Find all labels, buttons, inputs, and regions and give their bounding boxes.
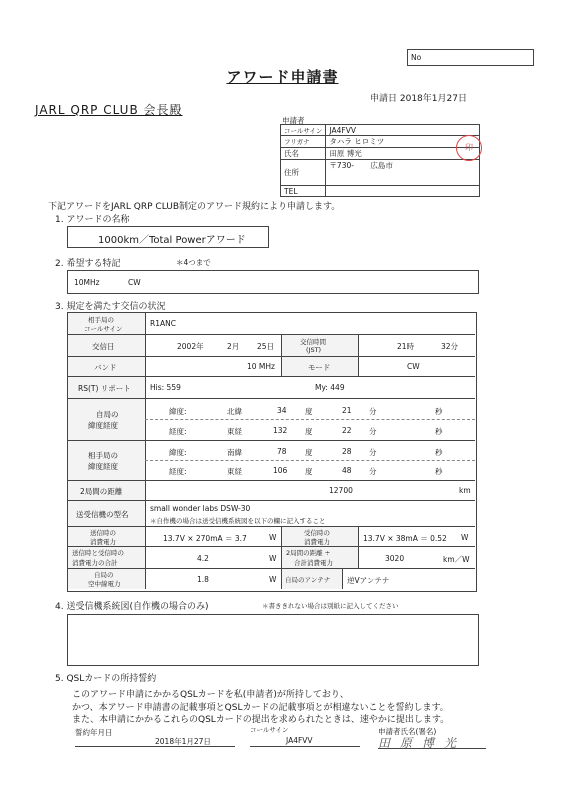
deg-unit: 度	[305, 467, 313, 476]
tx-power-label-2: 消費電力	[90, 538, 116, 546]
seal-stamp	[456, 135, 482, 161]
qso-minute: 32分	[441, 342, 459, 351]
address-postal: 〒730-	[329, 161, 354, 170]
partner-callsign: R1ANC	[150, 319, 176, 328]
own-pos-label-2: 緯度経度	[88, 421, 118, 430]
tel-value	[326, 186, 480, 197]
section3-heading: 3. 規定を満たす交信の状況	[55, 302, 166, 312]
own-pos-label-cell	[68, 399, 146, 440]
applicant-name: 田原 博光	[326, 148, 480, 160]
addressee: JARL QRP CLUB 会長殿	[35, 103, 183, 117]
address-city: 広島市	[370, 161, 393, 170]
partner-pos-label-cell	[68, 441, 146, 480]
award-name-box	[67, 226, 269, 248]
antenna-power: 1.8	[197, 575, 209, 584]
min-unit: 分	[369, 467, 377, 476]
section1-heading: 1. アワードの名称	[55, 215, 130, 225]
pledge-callsign-line	[250, 746, 360, 747]
number-label: No	[411, 53, 422, 62]
own-lat-deg: 34	[277, 406, 287, 415]
date-label: 交信日	[92, 342, 115, 351]
antenna-power-label-cell	[68, 569, 146, 589]
antenna-value: 逆Vアンテナ	[347, 576, 390, 585]
sum-label-cell	[68, 547, 146, 568]
rst-my: My: 449	[315, 383, 345, 392]
row-divider	[145, 460, 475, 461]
date-label-cell	[68, 335, 146, 356]
antenna-label-cell	[281, 569, 343, 589]
ratio-label-2: 合計消費電力	[294, 559, 333, 567]
applicant-header: 申請者	[282, 116, 305, 125]
pledge-date: 2018年1月27日	[155, 737, 211, 746]
sec-unit: 秒	[435, 407, 443, 416]
own-lon-dir: 東経	[227, 427, 242, 436]
pledge-date-line	[75, 746, 235, 747]
applicant-furigana: タハラ ヒロミツ	[326, 136, 480, 148]
pledge-line-3: また、本申請にかかるこれらのQSLカードの提出を求められたときは、速やかに提出します。	[72, 715, 450, 725]
rx-power-label-1: 受信時の	[304, 529, 330, 537]
pledge-line-2: かつ、本アワード申請書の記載事項とQSLカードの記載事項とが相違ないことを誓約します。	[72, 703, 449, 713]
antenna-power-label-2: 空中線電力	[88, 580, 121, 588]
distance-unit: km	[459, 486, 471, 495]
ratio-unit: km／W	[443, 555, 470, 564]
row-divider	[145, 419, 475, 420]
own-lon-deg: 132	[273, 426, 288, 435]
section4-heading: 4. 送受信機系統図(自作機の場合のみ)	[55, 602, 209, 612]
qso-month: 2月	[227, 342, 240, 351]
intro-text: 下記アワードをJARL QRP CLUB制定のアワード規約により申請します。	[48, 202, 341, 212]
pledge-callsign: JA4FVV	[286, 736, 313, 745]
qso-day: 25日	[257, 342, 275, 351]
qso-year: 2002年	[177, 342, 204, 351]
partner-lon-label: 経度:	[169, 467, 187, 476]
time-label-2: (JST)	[306, 346, 322, 354]
address-cell	[326, 160, 480, 186]
partner-pos-label-1: 相手局の	[88, 451, 118, 460]
band-label: バンド	[94, 363, 117, 372]
partner-pos-label-2: 緯度経度	[88, 462, 118, 471]
partner-lat-min: 28	[342, 447, 352, 456]
section5-heading: 5. QSLカードの所持誓約	[55, 674, 157, 684]
seal-label: 印	[465, 143, 473, 152]
pledge-date-label: 誓約年月日	[75, 728, 113, 737]
partner-label-1: 相手局の	[88, 316, 114, 324]
own-pos-label-1: 自局の	[96, 410, 119, 419]
qso-table	[67, 312, 477, 592]
ratio-value: 3020	[385, 554, 405, 563]
rx-power: 13.7V × 38mA ＝ 0.52	[363, 534, 447, 543]
applicant-callsign: JA4FVV	[326, 125, 480, 136]
rx-power-label-cell	[281, 527, 359, 546]
partner-lat-label: 緯度:	[169, 448, 187, 457]
rst-his: His: 559	[150, 383, 181, 392]
furigana-label: フリガナ	[281, 136, 326, 148]
address-label: 住所	[281, 160, 326, 186]
own-lon-min: 22	[342, 426, 352, 435]
tel-label: TEL	[281, 186, 326, 197]
ratio-label-cell	[281, 547, 359, 568]
mode-label-cell	[281, 357, 359, 376]
qso-band: 10 MHz	[247, 362, 275, 371]
partner-lat-dir: 南緯	[227, 448, 242, 457]
callsign-label: コールサイン	[281, 125, 326, 136]
rig-label-cell	[68, 501, 146, 526]
antenna-label: 自局のアンテナ	[285, 576, 331, 584]
rig-note: ＊自作機の場合は送受信機系統図を以下の欄に記入すること	[150, 517, 326, 525]
sec-unit: 秒	[435, 427, 443, 436]
rig-label: 送受信機の型名	[76, 510, 129, 519]
rst-label: RS(T) リポート	[78, 384, 131, 393]
section2-note: ＊4つまで	[176, 258, 211, 267]
tx-power-label-cell	[68, 527, 146, 546]
tx-power-label-1: 送信時の	[90, 529, 116, 537]
rx-power-label-2: 消費電力	[304, 538, 330, 546]
sec-unit: 秒	[435, 467, 443, 476]
qso-hour: 21時	[397, 342, 415, 351]
rig-model: small wonder labs DSW-30	[150, 504, 251, 513]
distance-label: 2局間の距離	[80, 487, 123, 496]
signature-label: 申請者氏名(署名)	[378, 727, 437, 736]
deg-unit: 度	[305, 448, 313, 457]
special-mode: CW	[128, 278, 141, 287]
time-label-1: 交信時間	[300, 338, 326, 346]
mode-label: モード	[308, 363, 331, 372]
award-name: 1000km／Total Powerアワード	[98, 235, 246, 246]
sum-power: 4.2	[197, 554, 209, 563]
block-diagram-box	[67, 614, 479, 666]
distance-label-cell	[68, 481, 146, 500]
min-unit: 分	[369, 407, 377, 416]
antenna-power-label-1: 自局の	[94, 571, 114, 579]
partner-lat-deg: 78	[277, 447, 287, 456]
own-lat-label: 緯度:	[169, 407, 187, 416]
tx-power: 13.7V × 270mA ＝ 3.7	[163, 534, 247, 543]
sec-unit: 秒	[435, 448, 443, 457]
rx-power-unit: W	[461, 533, 469, 542]
partner-lon-dir: 東経	[227, 467, 242, 476]
special-note-box	[67, 270, 479, 294]
partner-label-cell	[68, 313, 146, 334]
special-band: 10MHz	[74, 278, 100, 287]
own-lat-dir: 北緯	[227, 407, 242, 416]
antenna-power-unit: W	[269, 575, 277, 584]
sum-label-1: 送信時と受信時の	[72, 549, 124, 557]
partner-lon-min: 48	[342, 466, 352, 475]
band-label-cell	[68, 357, 146, 376]
section4-note: ＊書ききれない場合は別紙に記入してください	[262, 602, 399, 610]
signature-line	[378, 748, 486, 749]
pledge-callsign-label: コールサイン	[250, 726, 289, 734]
partner-lon-deg: 106	[273, 466, 288, 475]
own-lon-label: 経度:	[169, 427, 187, 436]
own-lat-min: 21	[342, 406, 352, 415]
applicant-table	[280, 124, 480, 197]
deg-unit: 度	[305, 427, 313, 436]
time-label-cell	[281, 335, 359, 356]
name-label: 氏名	[281, 148, 326, 160]
partner-label-2: コールサイン	[84, 325, 123, 333]
min-unit: 分	[369, 427, 377, 436]
rst-label-cell	[68, 377, 146, 398]
pledge-line-1: このアワード申請にかかるQSLカードを私(申請者)が所持しており、	[72, 690, 349, 700]
form-title: アワード申請書	[226, 68, 339, 86]
application-date: 申請日 2018年1月27日	[370, 94, 467, 104]
qso-mode: CW	[407, 362, 420, 371]
sum-label-2: 消費電力の合計	[72, 559, 118, 567]
ratio-label-1: 2局間の距離 ÷	[286, 549, 331, 557]
min-unit: 分	[369, 448, 377, 457]
tx-power-unit: W	[269, 533, 277, 542]
distance-value: 12700	[329, 486, 353, 495]
number-box	[407, 49, 534, 66]
deg-unit: 度	[305, 407, 313, 416]
section2-heading: 2. 希望する特記	[55, 259, 121, 269]
signature: 田原博光	[378, 736, 467, 750]
sum-power-unit: W	[269, 554, 277, 563]
